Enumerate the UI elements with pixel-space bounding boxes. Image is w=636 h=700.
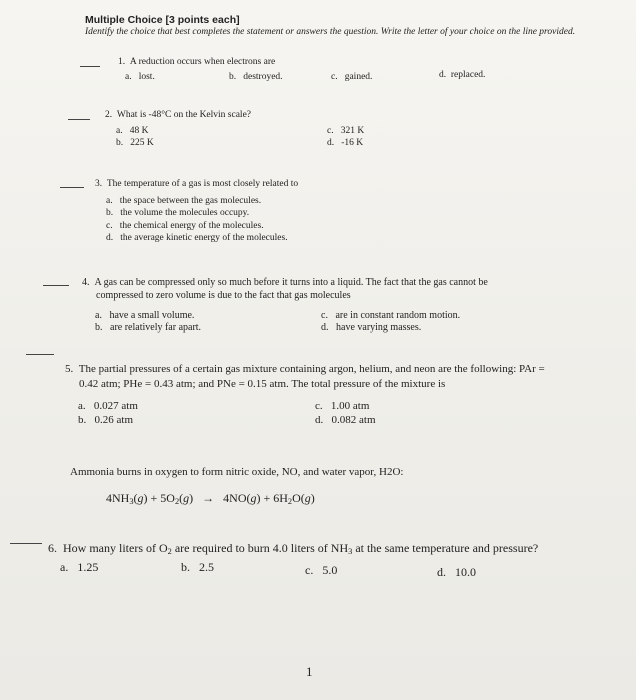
- answer-blank-5[interactable]: [26, 354, 54, 355]
- answer-blank-1[interactable]: [80, 66, 100, 67]
- question-4: 4. A gas can be compressed only so much before it turns into a liquid. The fact that the gas cannot be compressed to zero volume is due to the fact that gas molecules: [82, 277, 488, 301]
- q3-option-a: a. the space between the gas molecules.: [106, 196, 262, 206]
- question-6: 6. How many liters of $O_2$ are required to burn 4.0 liters of $NH_3$ at the same temperature and pressure?: [48, 541, 539, 556]
- q1-option-d: d. replaced.: [439, 70, 486, 80]
- answer-blank-2[interactable]: [68, 119, 90, 120]
- q4-option-b: b. are relatively far apart.: [95, 322, 202, 333]
- question-3: 3. The temperature of a gas is most closely related to: [95, 179, 299, 189]
- reaction-passage: Ammonia burns in oxygen to form nitric oxide, NO, and water vapor, H2O:: [70, 466, 404, 478]
- q6-option-b: b. 2.5: [181, 560, 214, 574]
- answer-blank-4[interactable]: [43, 285, 69, 286]
- answer-blank-6[interactable]: [10, 543, 42, 544]
- section-title: Multiple Choice [3 points each]: [85, 14, 240, 26]
- q4-option-d: d. have varying masses.: [321, 322, 422, 333]
- q2-option-d: d. -16 K: [327, 138, 364, 148]
- q5-option-b: b. 0.26 atm: [78, 414, 133, 426]
- q5-option-c: c. 1.00 atm: [315, 400, 370, 412]
- q3-option-c: c. the chemical energy of the molecules.: [106, 221, 264, 231]
- question-1: 1. A reduction occurs when electrons are: [118, 57, 276, 67]
- q3-option-d: d. the average kinetic energy of the molecules.: [106, 233, 288, 243]
- q5-option-a: a. 0.027 atm: [78, 400, 138, 412]
- q1-option-b: b. destroyed.: [229, 72, 283, 82]
- page-number: 1: [306, 664, 313, 679]
- q3-option-b: b. the volume the molecules occupy.: [106, 208, 250, 218]
- question-5: 5. The partial pressures of a certain gas mixture containing argon, helium, and neon are the following: PAr = 0.42 atm; PHe = 0.43 atm; and PNe = 0.15 atm. The total pressure of the mixture is: [65, 363, 545, 390]
- q1-option-c: c. gained.: [331, 72, 373, 82]
- q6-option-d: d. 10.0: [437, 565, 476, 579]
- chemical-equation: $4NH_3(g) + 5O_2(g) \to 4NO(g) + 6H_2O(g)$: [106, 491, 315, 506]
- section-instructions: Identify the choice that best completes the statement or answers the question. Write the letter of your choice on the line provided.: [85, 27, 576, 37]
- q5-option-d: d. 0.082 atm: [315, 414, 376, 426]
- q6-option-a: a. 1.25: [60, 560, 99, 574]
- q4-option-a: a. have a small volume.: [95, 310, 195, 321]
- q2-option-c: c. 321 K: [327, 126, 365, 136]
- q2-option-b: b. 225 K: [116, 138, 154, 148]
- q2-option-a: a. 48 K: [116, 126, 149, 136]
- q4-option-c: c. are in constant random motion.: [321, 310, 461, 321]
- answer-blank-3[interactable]: [60, 187, 84, 188]
- q1-option-a: a. lost.: [125, 72, 155, 82]
- question-2: 2. What is -48°C on the Kelvin scale?: [105, 110, 251, 120]
- q6-option-c: c. 5.0: [305, 563, 338, 577]
